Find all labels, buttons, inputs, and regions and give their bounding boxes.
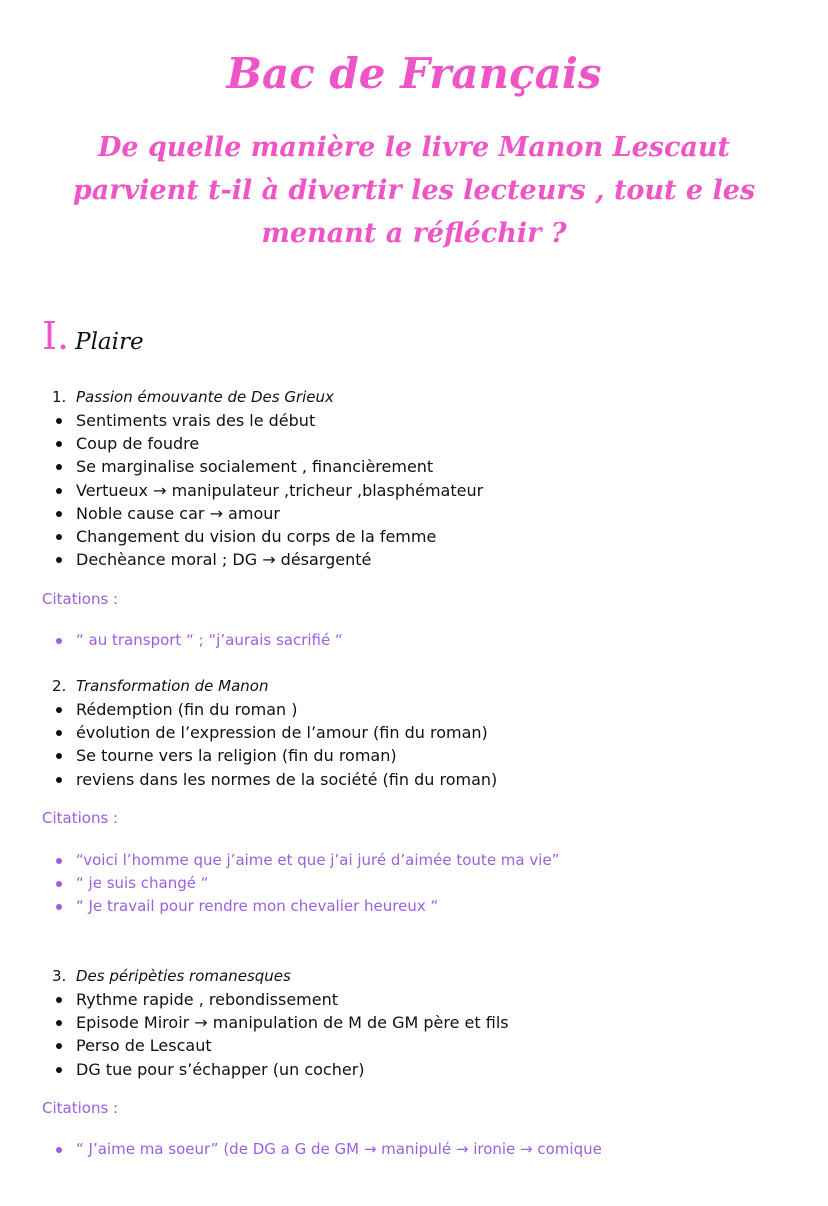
section-numeral: I.	[42, 314, 70, 358]
list-item: Sentiments vrais des le début	[52, 409, 792, 432]
subsection-title-text: Transformation de Manon	[76, 677, 269, 695]
citations-label: Citations :	[42, 1099, 119, 1117]
subsection-title	[52, 965, 792, 988]
list-item: Dechèance moral ; DG → désargenté	[52, 548, 792, 571]
list-item: Episode Miroir → manipulation de M de GM père et fils	[52, 1011, 792, 1034]
citations-list-2	[52, 849, 792, 918]
bullet-list	[52, 409, 792, 571]
citations-label: Citations :	[42, 590, 119, 608]
list-item: Changement du vision du corps de la femme	[52, 525, 792, 548]
subsection-3	[52, 965, 792, 1081]
subsection-title-text: Passion émouvante de Des Grieux	[76, 388, 334, 406]
page-title: Bac de Français	[226, 49, 602, 98]
quote-item: “ J’aime ma soeur” (de DG a G de GM → manipulé → ironie → comique	[52, 1138, 792, 1161]
list-item: Rédemption (fin du roman )	[52, 698, 792, 721]
list-item: Rythme rapide , rebondissement	[52, 988, 792, 1011]
list-item: reviens dans les normes de la société (fin du roman)	[52, 768, 792, 791]
list-item: évolution de l’expression de l’amour (fin du roman)	[52, 721, 792, 744]
quote-item: “ je suis changé “	[52, 872, 792, 895]
subsection-2	[52, 675, 792, 791]
list-item: Perso de Lescaut	[52, 1034, 792, 1057]
list-item: Vertueux → manipulateur ,tricheur ,blasphémateur	[52, 479, 792, 502]
subsection-number: 3.	[52, 967, 67, 985]
problematic-question: De quelle manière le livre Manon Lescaut parvient t-il à divertir les lecteurs , tout e les menant a réfléchir ?	[72, 132, 756, 249]
subsection-title-text: Des péripèties romanesques	[76, 967, 291, 985]
quote-item: “voici l’homme que j’aime et que j’ai juré d’aimée toute ma vie”	[52, 849, 792, 872]
subsection-number: 2.	[52, 677, 67, 695]
subsection-title	[52, 675, 792, 698]
section-title: Plaire	[75, 329, 144, 355]
section-heading	[42, 314, 144, 360]
bullet-list	[52, 988, 792, 1081]
citations-list-3	[52, 1138, 792, 1161]
list-item: Se marginalise socialement , financièrement	[52, 455, 792, 478]
list-item: Coup de foudre	[52, 432, 792, 455]
subsection-title	[52, 386, 792, 409]
quote-item: “ Je travail pour rendre mon chevalier heureux “	[52, 895, 792, 918]
list-item: Se tourne vers la religion (fin du roman)	[52, 744, 792, 767]
quote-item: “ au transport “ ; “j’aurais sacrifié “	[52, 629, 792, 652]
subsection-1	[52, 386, 792, 571]
list-item: DG tue pour s’échapper (un cocher)	[52, 1058, 792, 1081]
citations-label: Citations :	[42, 809, 119, 827]
subsection-number: 1.	[52, 388, 67, 406]
list-item: Noble cause car → amour	[52, 502, 792, 525]
citations-list-1	[52, 629, 792, 652]
bullet-list	[52, 698, 792, 791]
